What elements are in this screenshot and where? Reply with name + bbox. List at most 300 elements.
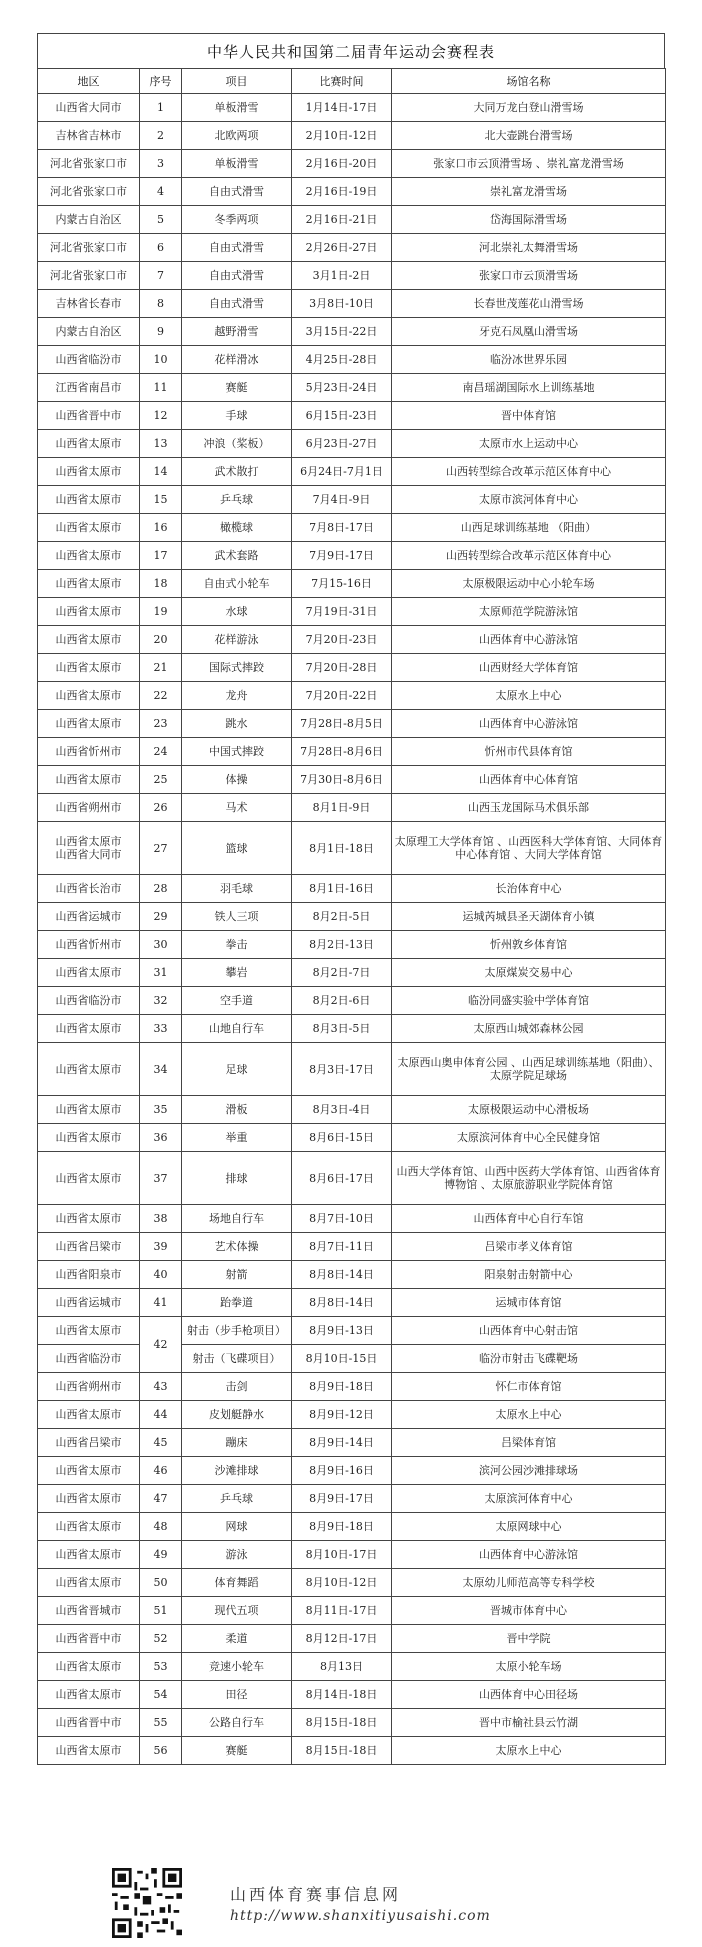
cell-event: 龙舟 <box>182 682 292 710</box>
cell-time: 7月8日-17日 <box>292 514 392 542</box>
cell-venue: 怀仁市体育馆 <box>392 1373 666 1401</box>
cell-event: 国际式摔跤 <box>182 654 292 682</box>
cell-venue: 晋中学院 <box>392 1625 666 1653</box>
cell-venue: 临汾同盛实验中学体育馆 <box>392 987 666 1015</box>
table-row <box>38 1737 666 1765</box>
cell-event: 自由式滑雪 <box>182 178 292 206</box>
cell-event: 射箭 <box>182 1261 292 1289</box>
table-row <box>38 1345 666 1373</box>
cell-time: 8月6日-15日 <box>292 1124 392 1152</box>
cell-no: 24 <box>140 738 182 766</box>
cell-event: 水球 <box>182 598 292 626</box>
cell-venue: 晋中体育馆 <box>392 402 666 430</box>
cell-region: 山西省大同市 <box>38 94 140 122</box>
table-row <box>38 430 666 458</box>
cell-time: 8月9日-13日 <box>292 1317 392 1345</box>
table-row <box>38 178 666 206</box>
cell-time: 7月20日-23日 <box>292 626 392 654</box>
cell-region: 山西省太原市 <box>38 766 140 794</box>
cell-time: 2月26日-27日 <box>292 234 392 262</box>
cell-no: 2 <box>140 122 182 150</box>
cell-time: 8月3日-17日 <box>292 1043 392 1096</box>
cell-venue: 张家口市云顶滑雪场 、崇礼富龙滑雪场 <box>392 150 666 178</box>
cell-venue: 北大壶跳台滑雪场 <box>392 122 666 150</box>
cell-no: 48 <box>140 1513 182 1541</box>
table-row <box>38 290 666 318</box>
cell-no: 21 <box>140 654 182 682</box>
table-row <box>38 903 666 931</box>
cell-no: 18 <box>140 570 182 598</box>
cell-venue: 太原网球中心 <box>392 1513 666 1541</box>
cell-time: 4月25日-28日 <box>292 346 392 374</box>
cell-time: 8月2日-13日 <box>292 931 392 959</box>
cell-venue: 临汾市射击飞碟靶场 <box>392 1345 666 1373</box>
cell-no: 46 <box>140 1457 182 1485</box>
cell-no: 33 <box>140 1015 182 1043</box>
cell-time: 7月4日-9日 <box>292 486 392 514</box>
cell-region: 山西省太原市 <box>38 458 140 486</box>
cell-time: 6月23日-27日 <box>292 430 392 458</box>
cell-region: 山西省临汾市 <box>38 1345 140 1373</box>
cell-event: 赛艇 <box>182 374 292 402</box>
cell-no: 55 <box>140 1709 182 1737</box>
cell-event: 攀岩 <box>182 959 292 987</box>
cell-venue: 山西体育中心游泳馆 <box>392 626 666 654</box>
cell-no: 39 <box>140 1233 182 1261</box>
cell-venue: 太原理工大学体育馆 、山西医科大学体育馆、大同体育中心体育馆 、大同大学体育馆 <box>392 822 666 875</box>
table-row <box>38 318 666 346</box>
cell-event: 单板滑雪 <box>182 150 292 178</box>
cell-no: 8 <box>140 290 182 318</box>
cell-venue: 阳泉射击射箭中心 <box>392 1261 666 1289</box>
cell-venue: 太原小轮车场 <box>392 1653 666 1681</box>
cell-region: 山西省忻州市 <box>38 738 140 766</box>
cell-region: 吉林省长春市 <box>38 290 140 318</box>
table-row <box>38 458 666 486</box>
cell-event: 沙滩排球 <box>182 1457 292 1485</box>
table-row <box>38 626 666 654</box>
cell-event: 羽毛球 <box>182 875 292 903</box>
cell-time: 8月10日-12日 <box>292 1569 392 1597</box>
cell-event: 手球 <box>182 402 292 430</box>
cell-event: 举重 <box>182 1124 292 1152</box>
table-row <box>38 1485 666 1513</box>
cell-event: 体育舞蹈 <box>182 1569 292 1597</box>
cell-region: 山西省运城市 <box>38 1289 140 1317</box>
cell-region: 山西省朔州市 <box>38 1373 140 1401</box>
table-row <box>38 1261 666 1289</box>
cell-region: 山西省太原市 <box>38 1152 140 1205</box>
cell-no: 54 <box>140 1681 182 1709</box>
cell-time: 8月2日-6日 <box>292 987 392 1015</box>
cell-venue: 吕梁体育馆 <box>392 1429 666 1457</box>
cell-region: 山西省临汾市 <box>38 346 140 374</box>
cell-region: 山西省晋中市 <box>38 1625 140 1653</box>
cell-time: 8月12日-17日 <box>292 1625 392 1653</box>
table-row <box>38 1124 666 1152</box>
cell-venue: 大同万龙白登山滑雪场 <box>392 94 666 122</box>
cell-time: 3月8日-10日 <box>292 290 392 318</box>
table-row <box>38 486 666 514</box>
cell-venue: 山西体育中心游泳馆 <box>392 710 666 738</box>
table-row <box>38 1152 666 1205</box>
cell-no: 15 <box>140 486 182 514</box>
cell-venue: 运城市体育馆 <box>392 1289 666 1317</box>
table-row <box>38 710 666 738</box>
cell-venue: 山西财经大学体育馆 <box>392 654 666 682</box>
cell-no: 42 <box>140 1317 182 1373</box>
cell-region: 山西省太原市 <box>38 1043 140 1096</box>
cell-time: 7月20日-22日 <box>292 682 392 710</box>
cell-event: 武术套路 <box>182 542 292 570</box>
cell-region: 山西省晋城市 <box>38 1597 140 1625</box>
cell-venue: 太原幼儿师范高等专科学校 <box>392 1569 666 1597</box>
cell-event: 山地自行车 <box>182 1015 292 1043</box>
cell-event: 体操 <box>182 766 292 794</box>
cell-time: 2月16日-19日 <box>292 178 392 206</box>
cell-event: 冬季两项 <box>182 206 292 234</box>
cell-time: 7月19日-31日 <box>292 598 392 626</box>
cell-region: 山西省太原市 <box>38 514 140 542</box>
cell-no: 19 <box>140 598 182 626</box>
cell-event: 自由式小轮车 <box>182 570 292 598</box>
cell-region: 山西省太原市 <box>38 654 140 682</box>
cell-no: 41 <box>140 1289 182 1317</box>
table-row <box>38 1043 666 1096</box>
cell-event: 滑板 <box>182 1096 292 1124</box>
cell-venue: 岱海国际滑雪场 <box>392 206 666 234</box>
table-row <box>38 654 666 682</box>
table-row <box>38 1457 666 1485</box>
cell-event: 竞速小轮车 <box>182 1653 292 1681</box>
cell-event: 橄榄球 <box>182 514 292 542</box>
table-row <box>38 1373 666 1401</box>
cell-venue: 滨河公园沙滩排球场 <box>392 1457 666 1485</box>
header-region: 地区 <box>38 69 140 94</box>
cell-time: 8月9日-18日 <box>292 1513 392 1541</box>
cell-no: 30 <box>140 931 182 959</box>
cell-event: 北欧两项 <box>182 122 292 150</box>
cell-venue: 太原滨河体育中心 <box>392 1485 666 1513</box>
cell-event: 足球 <box>182 1043 292 1096</box>
cell-event: 跆拳道 <box>182 1289 292 1317</box>
cell-time: 8月3日-4日 <box>292 1096 392 1124</box>
cell-event: 射击（步手枪项目） <box>182 1317 292 1345</box>
table-row <box>38 1289 666 1317</box>
cell-time: 2月16日-21日 <box>292 206 392 234</box>
cell-event: 单板滑雪 <box>182 94 292 122</box>
cell-venue: 太原市水上运动中心 <box>392 430 666 458</box>
cell-venue: 山西体育中心自行车馆 <box>392 1205 666 1233</box>
table-row <box>38 794 666 822</box>
cell-venue: 长春世茂莲花山滑雪场 <box>392 290 666 318</box>
page-title: 中华人民共和国第二届青年运动会赛程表 <box>37 33 665 68</box>
cell-venue: 太原市滨河体育中心 <box>392 486 666 514</box>
cell-event: 自由式滑雪 <box>182 234 292 262</box>
cell-time: 3月1日-2日 <box>292 262 392 290</box>
cell-time: 8月10日-17日 <box>292 1541 392 1569</box>
cell-event: 篮球 <box>182 822 292 875</box>
cell-region: 河北省张家口市 <box>38 262 140 290</box>
header-event: 项目 <box>182 69 292 94</box>
cell-venue: 吕梁市孝义体育馆 <box>392 1233 666 1261</box>
cell-no: 10 <box>140 346 182 374</box>
cell-time: 6月24日-7月1日 <box>292 458 392 486</box>
table-row <box>38 1625 666 1653</box>
cell-region: 山西省晋中市 <box>38 1709 140 1737</box>
cell-no: 1 <box>140 94 182 122</box>
cell-time: 6月15日-23日 <box>292 402 392 430</box>
table-row <box>38 1513 666 1541</box>
cell-venue: 长治体育中心 <box>392 875 666 903</box>
cell-region: 山西省太原市 <box>38 1317 140 1345</box>
cell-region: 山西省太原市 <box>38 1485 140 1513</box>
table-row <box>38 1569 666 1597</box>
cell-no: 16 <box>140 514 182 542</box>
cell-venue: 崇礼富龙滑雪场 <box>392 178 666 206</box>
table-row <box>38 570 666 598</box>
cell-event: 越野滑雪 <box>182 318 292 346</box>
cell-no: 29 <box>140 903 182 931</box>
cell-venue: 太原极限运动中心滑板场 <box>392 1096 666 1124</box>
cell-time: 8月7日-11日 <box>292 1233 392 1261</box>
table-row <box>38 1429 666 1457</box>
cell-time: 8月6日-17日 <box>292 1152 392 1205</box>
cell-event: 花样滑冰 <box>182 346 292 374</box>
cell-region: 山西省太原市 <box>38 1653 140 1681</box>
qr-code-icon <box>112 1868 182 1938</box>
cell-region: 河北省张家口市 <box>38 150 140 178</box>
cell-region: 山西省太原市 <box>38 682 140 710</box>
cell-time: 8月7日-10日 <box>292 1205 392 1233</box>
cell-venue: 晋中市榆社县云竹湖 <box>392 1709 666 1737</box>
cell-time: 7月28日-8月6日 <box>292 738 392 766</box>
cell-no: 28 <box>140 875 182 903</box>
cell-venue: 太原水上中心 <box>392 1401 666 1429</box>
cell-region: 山西省太原市 山西省大同市 <box>38 822 140 875</box>
table-row <box>38 1653 666 1681</box>
cell-region: 吉林省吉林市 <box>38 122 140 150</box>
cell-no: 40 <box>140 1261 182 1289</box>
table-row <box>38 931 666 959</box>
cell-region: 山西省阳泉市 <box>38 1261 140 1289</box>
cell-time: 7月28日-8月5日 <box>292 710 392 738</box>
cell-region: 山西省忻州市 <box>38 931 140 959</box>
cell-no: 22 <box>140 682 182 710</box>
table-row <box>38 598 666 626</box>
cell-no: 56 <box>140 1737 182 1765</box>
table-row <box>38 1233 666 1261</box>
cell-time: 8月10日-15日 <box>292 1345 392 1373</box>
cell-time: 7月15-16日 <box>292 570 392 598</box>
header-no: 序号 <box>140 69 182 94</box>
cell-time: 2月16日-20日 <box>292 150 392 178</box>
table-row <box>38 1096 666 1124</box>
cell-no: 25 <box>140 766 182 794</box>
cell-event: 射击（飞碟项目） <box>182 1345 292 1373</box>
table-row <box>38 262 666 290</box>
cell-no: 51 <box>140 1597 182 1625</box>
cell-region: 山西省太原市 <box>38 1541 140 1569</box>
cell-region: 山西省太原市 <box>38 1205 140 1233</box>
cell-time: 8月13日 <box>292 1653 392 1681</box>
cell-time: 5月23日-24日 <box>292 374 392 402</box>
cell-event: 网球 <box>182 1513 292 1541</box>
cell-region: 山西省太原市 <box>38 1569 140 1597</box>
cell-event: 拳击 <box>182 931 292 959</box>
cell-event: 赛艇 <box>182 1737 292 1765</box>
cell-no: 3 <box>140 150 182 178</box>
table-row <box>38 1317 666 1345</box>
cell-event: 马术 <box>182 794 292 822</box>
cell-no: 38 <box>140 1205 182 1233</box>
table-row <box>38 766 666 794</box>
cell-time: 2月10日-12日 <box>292 122 392 150</box>
cell-venue: 太原煤炭交易中心 <box>392 959 666 987</box>
cell-venue: 太原滨河体育中心全民健身馆 <box>392 1124 666 1152</box>
cell-event: 乒乓球 <box>182 486 292 514</box>
cell-event: 排球 <box>182 1152 292 1205</box>
cell-event: 冲浪（桨板） <box>182 430 292 458</box>
schedule-sheet <box>37 33 665 1765</box>
cell-no: 44 <box>140 1401 182 1429</box>
cell-region: 山西省吕梁市 <box>38 1233 140 1261</box>
cell-region: 山西省太原市 <box>38 1457 140 1485</box>
cell-time: 8月1日-16日 <box>292 875 392 903</box>
cell-no: 13 <box>140 430 182 458</box>
cell-venue: 牙克石凤凰山滑雪场 <box>392 318 666 346</box>
cell-time: 8月9日-17日 <box>292 1485 392 1513</box>
cell-no: 14 <box>140 458 182 486</box>
cell-region: 山西省太原市 <box>38 598 140 626</box>
table-row <box>38 346 666 374</box>
cell-no: 31 <box>140 959 182 987</box>
site-url[interactable]: http://www.shanxitiyusaishi.com <box>230 1908 491 1924</box>
cell-no: 52 <box>140 1625 182 1653</box>
cell-region: 山西省运城市 <box>38 903 140 931</box>
header-row <box>38 69 666 94</box>
cell-region: 山西省太原市 <box>38 1737 140 1765</box>
cell-region: 内蒙古自治区 <box>38 206 140 234</box>
cell-event: 游泳 <box>182 1541 292 1569</box>
cell-time: 8月1日-9日 <box>292 794 392 822</box>
cell-venue: 山西体育中心体育馆 <box>392 766 666 794</box>
cell-region: 山西省太原市 <box>38 959 140 987</box>
cell-no: 11 <box>140 374 182 402</box>
cell-venue: 忻州市代县体育馆 <box>392 738 666 766</box>
table-row <box>38 1205 666 1233</box>
cell-venue: 山西体育中心射击馆 <box>392 1317 666 1345</box>
cell-no: 32 <box>140 987 182 1015</box>
table-row <box>38 122 666 150</box>
cell-event: 自由式滑雪 <box>182 262 292 290</box>
table-row <box>38 402 666 430</box>
cell-no: 20 <box>140 626 182 654</box>
table-row <box>38 514 666 542</box>
cell-time: 8月1日-18日 <box>292 822 392 875</box>
cell-event: 场地自行车 <box>182 1205 292 1233</box>
cell-venue: 太原西山城郊森林公园 <box>392 1015 666 1043</box>
cell-region: 山西省太原市 <box>38 1513 140 1541</box>
header-time: 比赛时间 <box>292 69 392 94</box>
cell-no: 26 <box>140 794 182 822</box>
cell-no: 36 <box>140 1124 182 1152</box>
cell-time: 8月9日-16日 <box>292 1457 392 1485</box>
cell-time: 7月20日-28日 <box>292 654 392 682</box>
cell-time: 8月9日-18日 <box>292 1373 392 1401</box>
cell-event: 艺术体操 <box>182 1233 292 1261</box>
table-row <box>38 150 666 178</box>
cell-event: 武术散打 <box>182 458 292 486</box>
cell-venue: 忻州敦乡体育馆 <box>392 931 666 959</box>
site-name: 山西体育赛事信息网 <box>230 1885 402 1904</box>
cell-region: 河北省张家口市 <box>38 234 140 262</box>
table-row <box>38 542 666 570</box>
cell-no: 34 <box>140 1043 182 1096</box>
cell-event: 空手道 <box>182 987 292 1015</box>
table-row <box>38 94 666 122</box>
cell-region: 山西省太原市 <box>38 710 140 738</box>
cell-venue: 太原水上中心 <box>392 1737 666 1765</box>
footer <box>112 1868 612 1938</box>
cell-region: 江西省南昌市 <box>38 374 140 402</box>
cell-region: 山西省太原市 <box>38 570 140 598</box>
cell-venue: 太原师范学院游泳馆 <box>392 598 666 626</box>
table-row <box>38 1709 666 1737</box>
cell-event: 自由式滑雪 <box>182 290 292 318</box>
cell-time: 3月15日-22日 <box>292 318 392 346</box>
cell-venue: 太原西山奥申体育公园 、山西足球训练基地（阳曲）、太原学院足球场 <box>392 1043 666 1096</box>
cell-event: 柔道 <box>182 1625 292 1653</box>
cell-event: 花样游泳 <box>182 626 292 654</box>
cell-time: 8月11日-17日 <box>292 1597 392 1625</box>
cell-time: 8月2日-5日 <box>292 903 392 931</box>
cell-region: 山西省晋中市 <box>38 402 140 430</box>
cell-region: 山西省临汾市 <box>38 987 140 1015</box>
cell-time: 1月14日-17日 <box>292 94 392 122</box>
cell-region: 山西省太原市 <box>38 542 140 570</box>
cell-no: 47 <box>140 1485 182 1513</box>
cell-region: 山西省太原市 <box>38 626 140 654</box>
cell-time: 8月15日-18日 <box>292 1737 392 1765</box>
cell-venue: 山西体育中心田径场 <box>392 1681 666 1709</box>
cell-region: 山西省太原市 <box>38 430 140 458</box>
cell-region: 山西省太原市 <box>38 1124 140 1152</box>
cell-no: 27 <box>140 822 182 875</box>
header-venue: 场馆名称 <box>392 69 666 94</box>
cell-no: 43 <box>140 1373 182 1401</box>
cell-region: 山西省太原市 <box>38 1015 140 1043</box>
cell-venue: 临汾冰世界乐园 <box>392 346 666 374</box>
table-row <box>38 1541 666 1569</box>
table-row <box>38 959 666 987</box>
cell-event: 乒乓球 <box>182 1485 292 1513</box>
cell-no: 50 <box>140 1569 182 1597</box>
cell-venue: 山西转型综合改革示范区体育中心 <box>392 458 666 486</box>
cell-region: 山西省太原市 <box>38 1096 140 1124</box>
cell-time: 8月2日-7日 <box>292 959 392 987</box>
cell-no: 12 <box>140 402 182 430</box>
table-row <box>38 374 666 402</box>
cell-no: 5 <box>140 206 182 234</box>
cell-no: 4 <box>140 178 182 206</box>
cell-event: 击剑 <box>182 1373 292 1401</box>
cell-no: 53 <box>140 1653 182 1681</box>
cell-time: 8月15日-18日 <box>292 1709 392 1737</box>
cell-venue: 山西大学体育馆、山西中医药大学体育馆、山西省体育博物馆 、太原旅游职业学院体育馆 <box>392 1152 666 1205</box>
cell-no: 35 <box>140 1096 182 1124</box>
cell-venue: 山西体育中心游泳馆 <box>392 1541 666 1569</box>
